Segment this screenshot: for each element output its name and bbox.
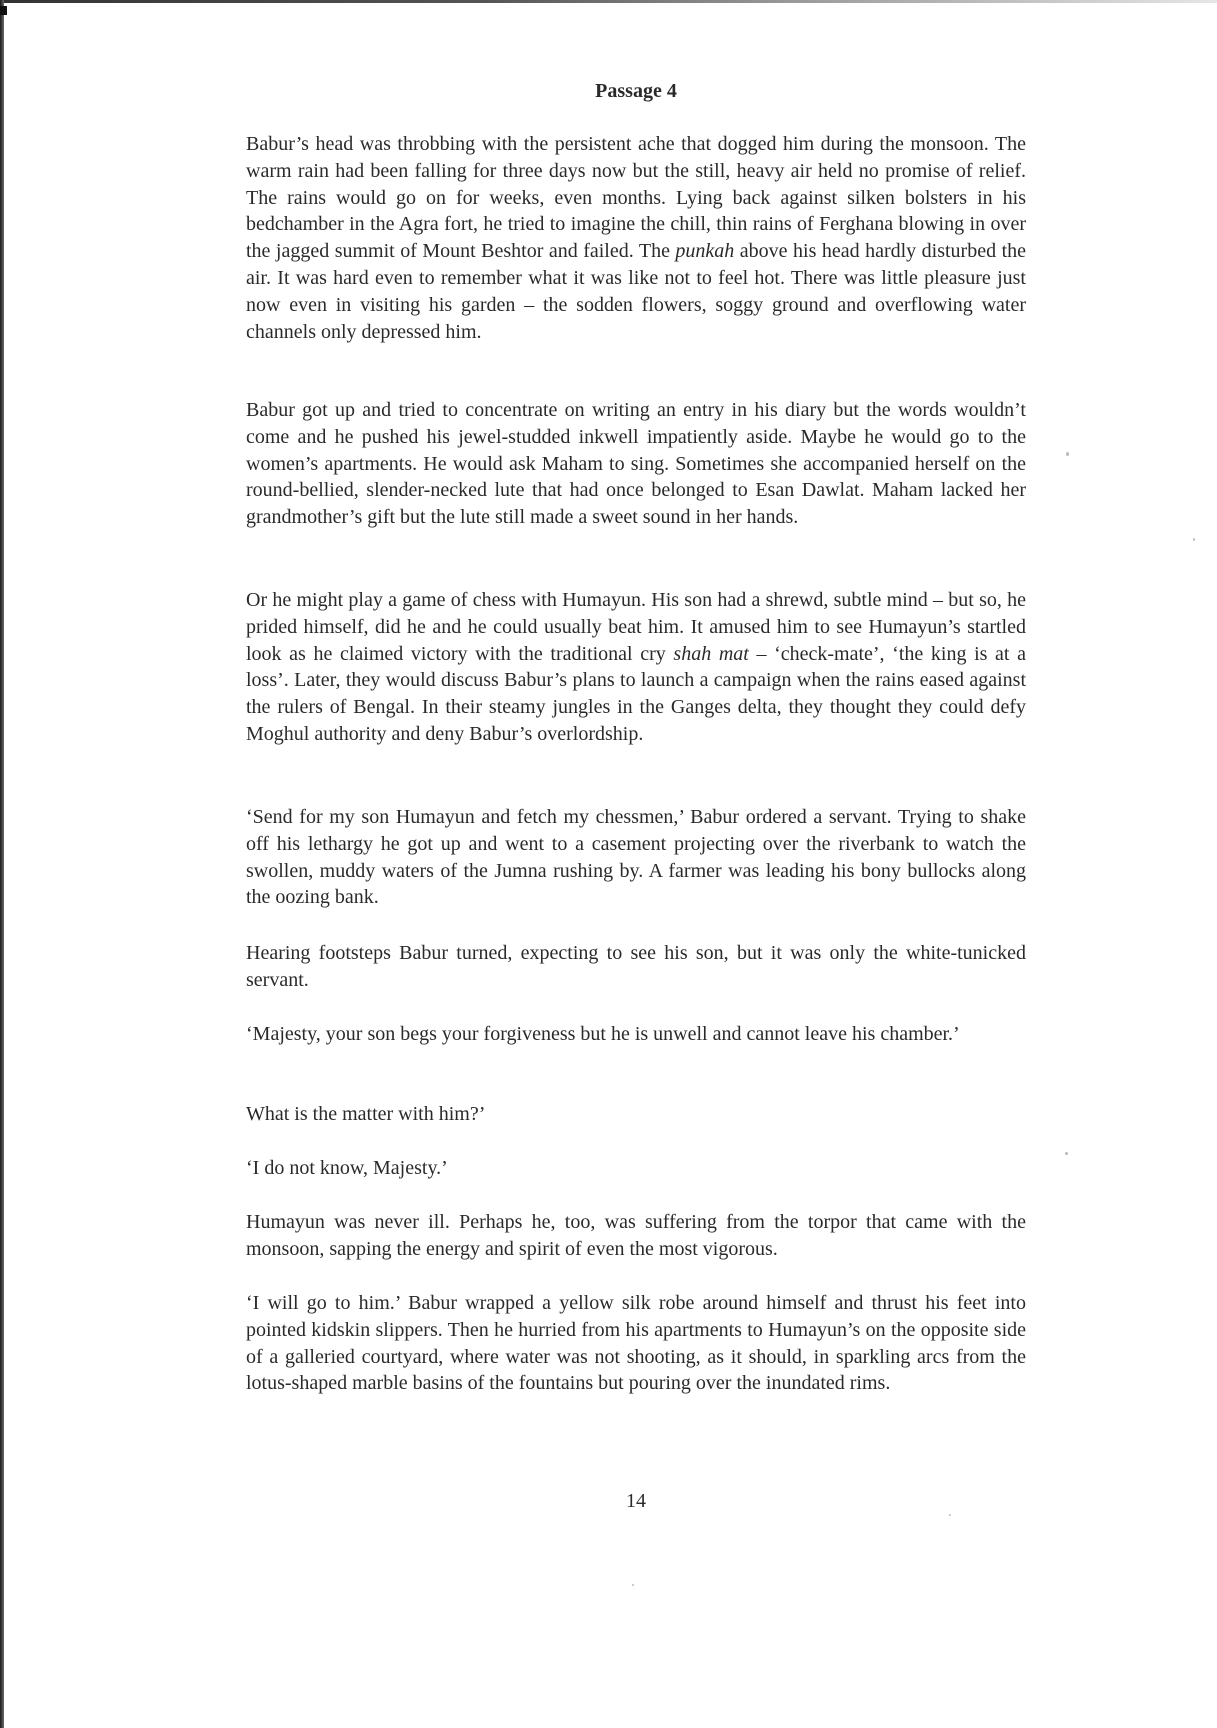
paragraph-2: Babur got up and tried to concentrate on writing an entry in his diary but the words wouldn’t come and he pushed his jewel-studded inkwell impatiently aside. Maybe he would go to the women’s apartments. He would ask Maham to sing. Sometimes she accompanied herself on the round-bellied, slender-necked lute that had once belonged to Esan Dawlat. Maham lacked her grandmother’s gift but the lute still made a sweet sound in her hands.: [246, 399, 1026, 529]
scan-speck: [1065, 1152, 1068, 1155]
paragraph-4: ‘Send for my son Humayun and fetch my chessmen,’ Babur ordered a servant. Trying to shake off his lethargy he got up and went to a casement projecting over the riverbank to watch the swollen, muddy waters of the Jumna rushing by. A farmer was leading his bony bullocks along the oozing bank.: [246, 806, 1026, 909]
passage-title: Passage 4: [595, 80, 677, 102]
paragraph-3: Or he might play a game of chess with Humayun. His son had a shrewd, subtle mind – but so, he prided himself, did he and he could usually beat him. It amused him to see Humayun’s startled look as he claimed victory with the traditional cry shah mat – ‘check-mate’, ‘the king is at a loss’. Later, they would discuss Babur’s plans to launch a campaign when the rains eased against the rulers of Bengal. In their steamy jungles in the Ganges delta, they thought they could defy Moghul authority and deny Babur’s overlordship.: [246, 589, 1026, 745]
scan-corner-mark: [0, 6, 7, 15]
page-number: 14: [626, 1490, 646, 1512]
scan-speck: [949, 1514, 951, 1516]
scan-speck: [632, 1584, 634, 1586]
scan-top-edge: [0, 0, 1217, 3]
paragraph-9: Humayun was never ill. Perhaps he, too, was suffering from the torpor that came with the monsoon, sapping the energy and spirit of even the most vigorous.: [246, 1211, 1026, 1260]
paragraph-7: What is the matter with him?’: [246, 1103, 486, 1125]
scan-left-edge: [0, 0, 4, 1728]
italic-term: punkah: [675, 240, 735, 263]
scan-speck: [1193, 538, 1195, 541]
paragraph-8: ‘I do not know, Majesty.’: [246, 1157, 448, 1179]
paragraph-1: Babur’s head was throbbing with the persistent ache that dogged him during the monsoon. The warm rain had been falling for three days now but the still, heavy air held no promise of relief. The rains would go on for weeks, even months. Lying back against silken bolsters in his bedchamber in the Agra fort, he tried to imagine the chill, thin rains of Ferghana blowing in over the jagged summit of Mount Beshtor and failed. The punkah above his head hardly disturbed the air. It was hard even to remember what it was like not to feel hot. There was little pleasure just now even in visiting his garden – the sodden flowers, soggy ground and overflowing water channels only depressed him.: [246, 133, 1026, 343]
italic-term: shah mat: [673, 642, 749, 665]
paragraph-5: Hearing footsteps Babur turned, expecting to see his son, but it was only the white-tunicked servant.: [246, 942, 1026, 991]
paragraph-6: ‘Majesty, your son begs your forgiveness but he is unwell and cannot leave his chamber.’: [246, 1023, 960, 1045]
scan-speck: [1066, 452, 1069, 456]
paragraph-10: ‘I will go to him.’ Babur wrapped a yellow silk robe around himself and thrust his feet into pointed kidskin slippers. Then he hurried from his apartments to Humayun’s on the opposite side of a galleried courtyard, where water was not shooting, as it should, in sparkling arcs from the lotus-shaped marble basins of the fountains but pouring over the inundated rims.: [246, 1292, 1026, 1395]
